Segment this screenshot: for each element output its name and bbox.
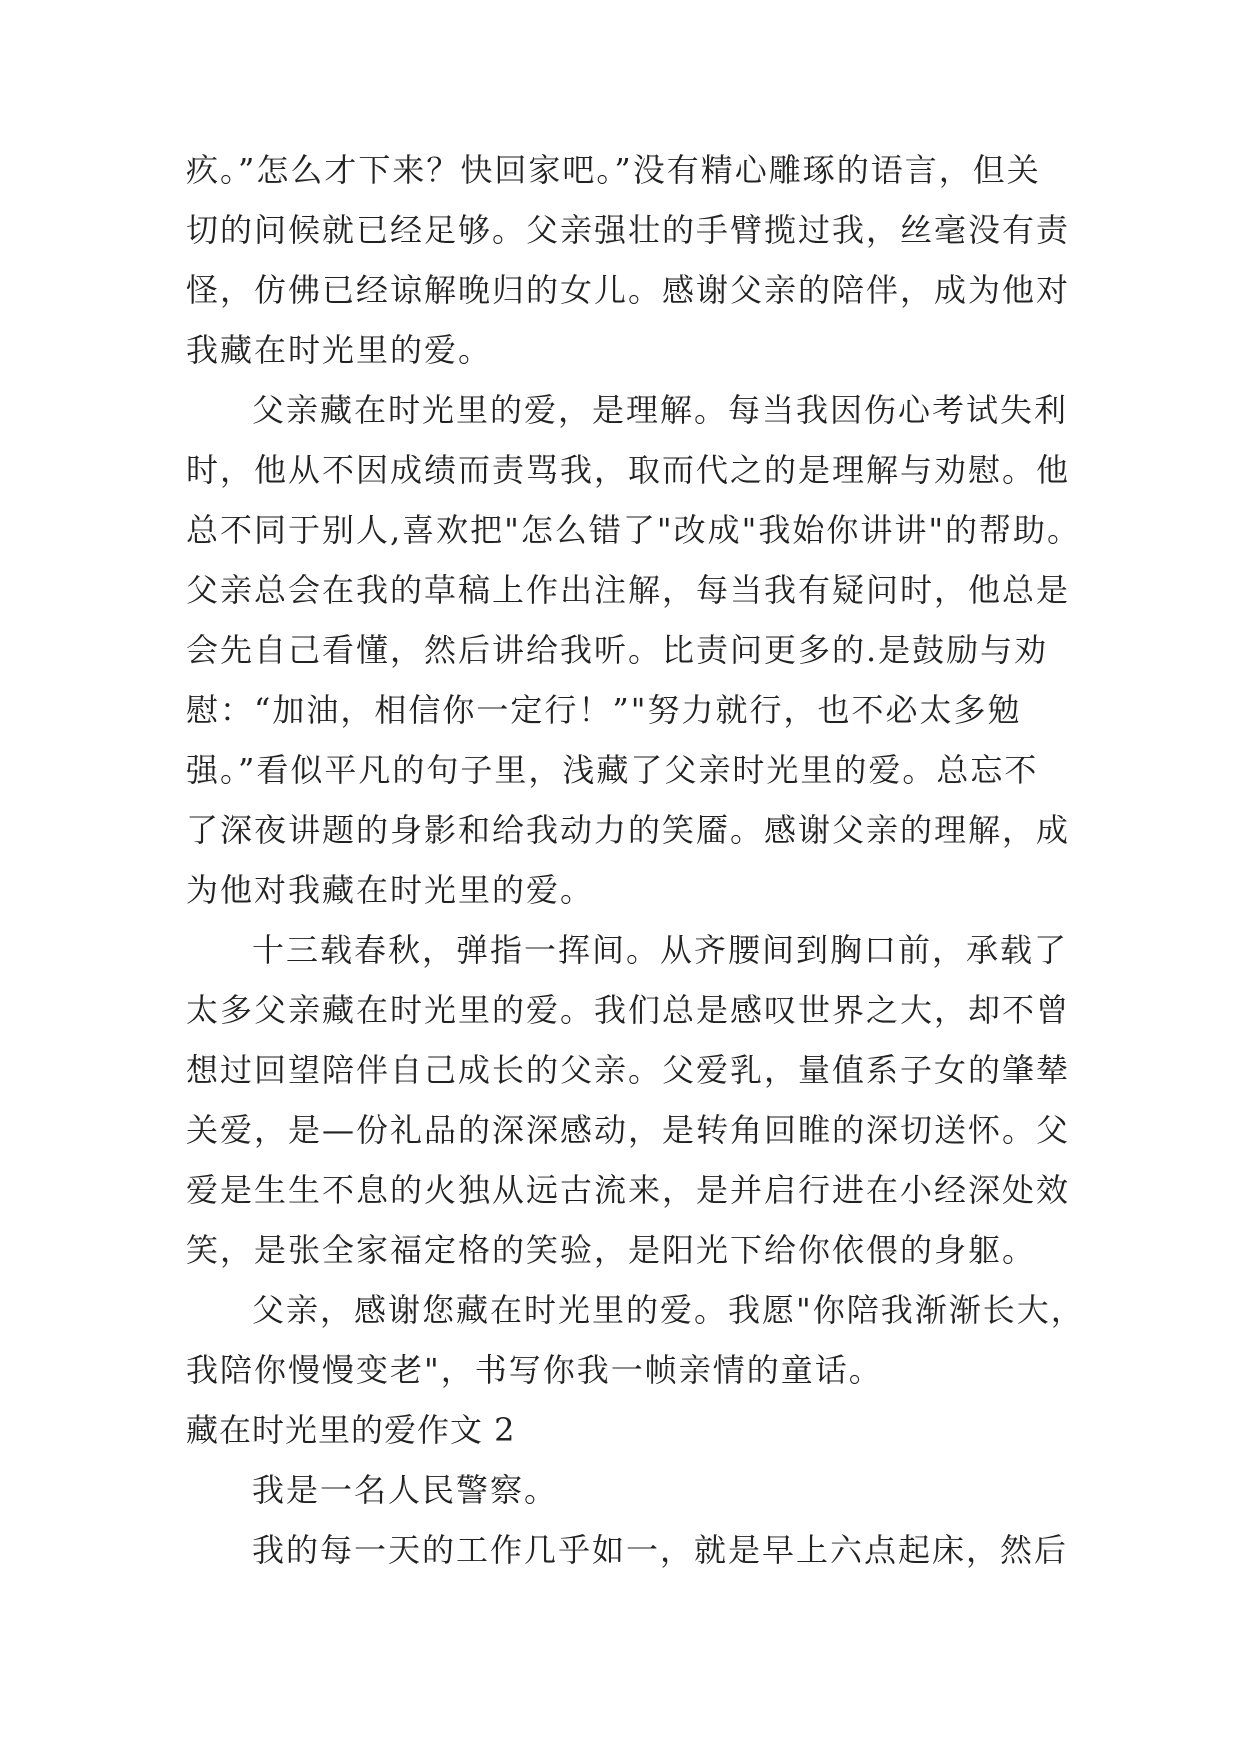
text-line: 太多父亲藏在时光里的爱。我们总是感叹世界之大，却不曾 <box>186 991 1071 1029</box>
text-line: 疚。”怎么才下来？快回家吧。”没有精心雕琢的语言，但关 <box>186 151 1041 189</box>
text-line: 父亲，感谢您藏在时光里的爱。我愿"你陪我渐渐长大， <box>252 1291 1085 1329</box>
text-line: 父亲总会在我的草稿上作出注解，每当我有疑问时，他总是 <box>186 571 1071 609</box>
text-line: 十三载春秋，弹指一挥间。从齐腰间到胸口前，承载了 <box>252 931 1069 969</box>
text-line: 时，他从不因成绩而责骂我，取而代之的是理解与劝慰。他 <box>186 451 1071 489</box>
text-line: 笑，是张全家福定格的笑验，是阳光下给你依偎的身躯。 <box>186 1231 1037 1269</box>
text-line: 慰：“加油，相信你一定行！”"努力就行，也不必太多勉 <box>186 691 1022 729</box>
text-line: 强。”看似平凡的句子里，浅藏了父亲时光里的爱。总忘不 <box>186 751 1039 789</box>
text-line: 我藏在时光里的爱。 <box>186 331 493 369</box>
section-heading: 藏在时光里的爱作文 2 <box>186 1411 516 1449</box>
text-line: 我是一名人民警察。 <box>252 1471 559 1509</box>
text-line: 我的每一天的工作几乎如一，就是早上六点起床，然后 <box>252 1531 1069 1569</box>
text-line: 总不同于别人,喜欢把"怎么错了"改成"我始你讲讲"的帮助。 <box>186 511 1082 549</box>
text-line: 了深夜讲题的身影和给我动力的笑靥。感谢父亲的理解，成 <box>186 811 1071 849</box>
text-line: 怪，仿佛已经谅解晚归的女儿。感谢父亲的陪伴，成为他对 <box>186 271 1071 309</box>
text-line: 切的问候就已经足够。父亲强壮的手臂揽过我，丝毫没有责 <box>186 211 1071 249</box>
text-line: 我陪你慢慢变老"，书写你我一帧亲情的童话。 <box>186 1351 883 1389</box>
text-line: 爱是生生不息的火独从远古流来，是并启行进在小经深处效 <box>186 1171 1071 1209</box>
text-line: 为他对我藏在时光里的爱。 <box>186 871 595 909</box>
text-line: 关爱，是—份礼品的深深感动，是转角回睢的深切送怀。父 <box>186 1111 1071 1149</box>
text-line: 会先自己看懂，然后讲给我听。比责问更多的.是鼓励与劝 <box>186 631 1049 669</box>
document-body <box>186 140 1085 1580</box>
text-line: 想过回望陪伴自己成长的父亲。父爱乳，量值系子女的肇辇 <box>186 1051 1071 1089</box>
text-line: 父亲藏在时光里的爱，是理解。每当我因伤心考试失利 <box>252 391 1069 429</box>
